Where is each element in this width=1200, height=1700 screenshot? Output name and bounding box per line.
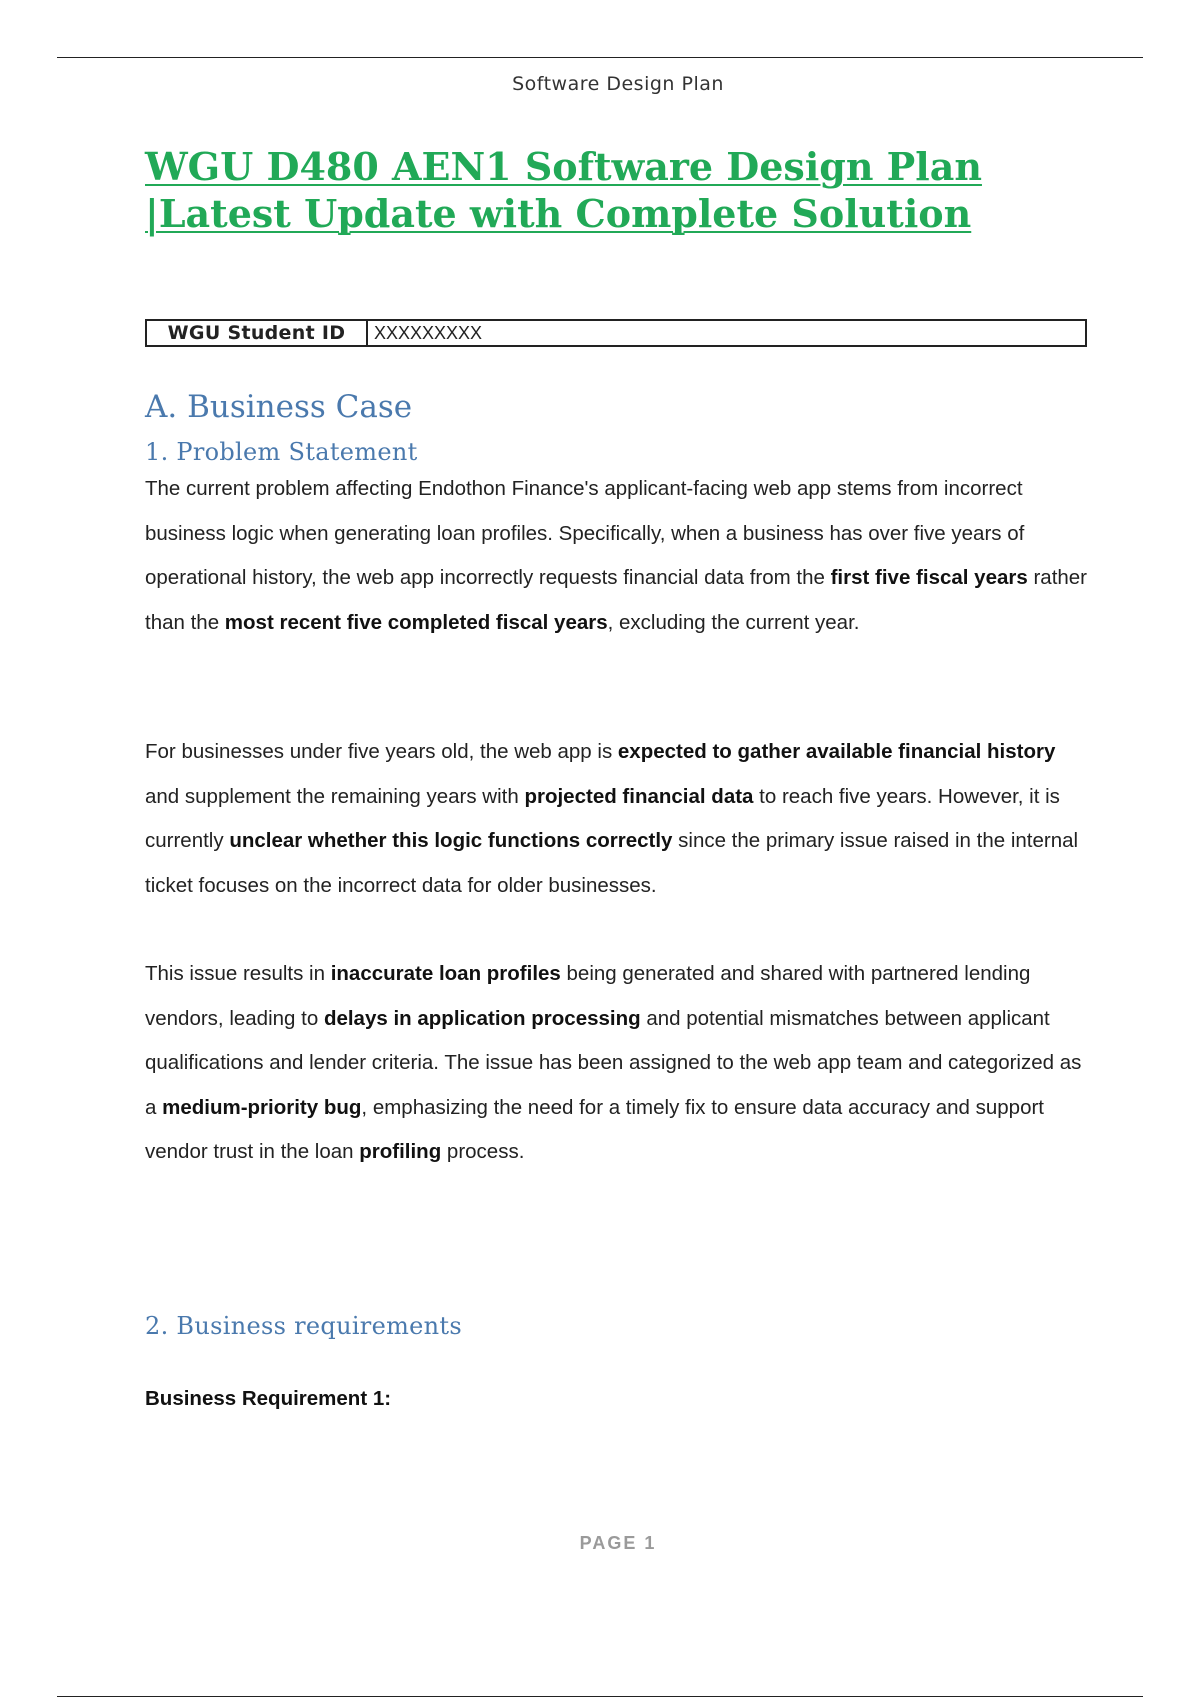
top-rule — [57, 57, 1143, 58]
bold-run: inaccurate loan profiles — [330, 962, 561, 985]
section-a-heading: A. Business Case — [145, 389, 413, 425]
bold-run: most recent five completed fiscal years — [224, 610, 608, 634]
text-run: , excluding the current year. — [607, 610, 860, 634]
document-title[interactable]: WGU D480 AEN1 Software Design Plan |Latest Update with Complete Solution — [145, 144, 982, 236]
business-requirement-1-label: Business Requirement 1: — [145, 1387, 392, 1410]
text-run: since the primary issue raised in the internal ticket focuses on the incorrect data for older businesses. — [145, 829, 1079, 897]
bold-run: first five fiscal years — [830, 566, 1028, 589]
student-id-value: XXXXXXXXX — [374, 323, 483, 343]
bold-run: expected to gather available financial history — [617, 740, 1056, 763]
running-header: Software Design Plan — [512, 73, 724, 95]
text-run: and supplement the remaining years with — [145, 784, 525, 808]
text-run: being generated and shared with partnered lending vendors, leading to — [145, 962, 1031, 1030]
problem-paragraph-1 — [145, 467, 1090, 645]
text-run: The current problem affecting Endothon Finance's applicant-facing web app stems from incorrect business logic when generating loan profiles. Specifically, when a business has over five years of operational history, the web app incorrectly requests financial data from the — [145, 477, 1025, 589]
text-run: For businesses under five years old, the web app is — [145, 740, 618, 763]
bold-run: projected financial data — [524, 784, 754, 808]
text-run: , emphasizing the need for a timely fix to ensure data accuracy and support vendor trust in the loan — [145, 1095, 1044, 1163]
bold-run: delays in application processing — [323, 1006, 641, 1030]
text-run: This issue results in — [145, 962, 331, 985]
text-run: rather than the — [145, 566, 1088, 634]
bold-run: profiling — [359, 1140, 442, 1163]
student-id-table — [145, 319, 1087, 347]
problem-paragraph-2 — [145, 730, 1090, 908]
text-run: to reach five years. However, it is currently — [145, 784, 1060, 852]
business-requirements-heading: 2. Business requirements — [145, 1312, 462, 1340]
page-number: PAGE 1 — [579, 1533, 657, 1553]
text-run: and potential mismatches between applicant qualifications and lender criteria. The issue has been assigned to the web app team and categorized as a — [145, 1006, 1082, 1119]
bold-run: medium-priority bug — [162, 1095, 362, 1119]
problem-paragraph-3 — [145, 952, 1090, 1175]
bottom-rule — [57, 1696, 1143, 1697]
student-id-label: WGU Student ID — [147, 321, 368, 345]
bold-run: unclear whether this logic functions correctly — [229, 829, 673, 852]
text-run: process. — [441, 1140, 525, 1163]
problem-statement-heading: 1. Problem Statement — [145, 438, 418, 466]
